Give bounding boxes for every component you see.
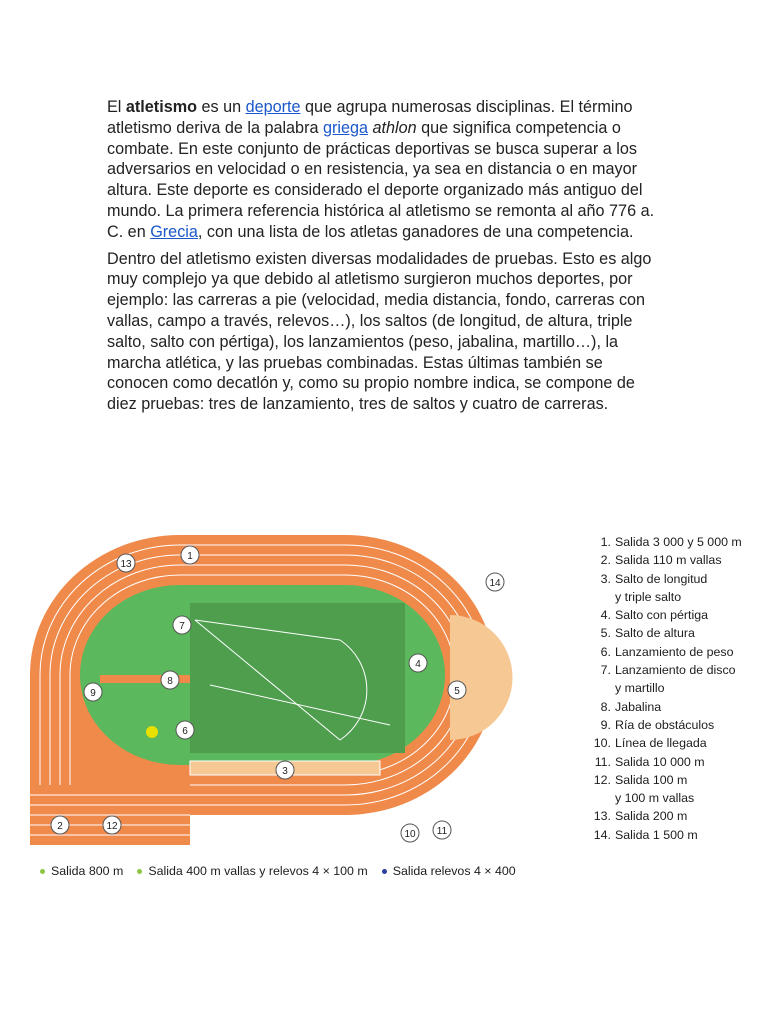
article-text — [107, 97, 667, 421]
marker-number: 12 — [106, 821, 118, 832]
start-legend-item — [40, 864, 123, 878]
legend-item — [583, 551, 742, 569]
link-griega[interactable]: griega — [322, 118, 368, 137]
sand-area — [450, 615, 513, 740]
legend-item — [583, 661, 742, 679]
legend-label: Ría de obstáculos — [615, 717, 715, 732]
legend-item — [583, 679, 742, 697]
inner-field — [190, 603, 405, 753]
legend-item — [583, 753, 742, 771]
legend-number: 3. — [600, 571, 611, 586]
legend-label: Jabalina — [615, 699, 662, 714]
legend-item — [583, 624, 742, 642]
marker-number: 4 — [415, 659, 421, 670]
text-run: , con una lista de los atletas ganadores de una competencia. — [197, 222, 634, 241]
legend-number: 1. — [600, 535, 611, 549]
legend-number: 11. — [594, 754, 611, 769]
dot-icon — [137, 869, 142, 874]
paragraph-1 — [107, 97, 667, 243]
paragraph-2: Dentro del atletismo existen diversas modalidades de pruebas. Esto es algo muy complejo ya que debido al atletismo surgieron muchos deportes, por ejemplo: las carreras a pie (velocidad, media distancia, fondo, carreras con vallas, campo a través, relevos…), los saltos (de longitud, de altura, triple salto, salto con pértiga), los lanzamientos (peso, jabalina, martillo…), la marcha atlética, y las pruebas combinadas. Estas últimas también se conocen como decatlón y, como su propio nombre indica, se compone de diez pruebas: tres de lanzamiento, tres de saltos y cuatro de carreras. — [107, 249, 652, 414]
legend-label: y martillo — [615, 681, 665, 696]
legend-number: 14. — [593, 827, 611, 842]
start-legend-label: Salida 400 m vallas y relevos 4 × 100 m — [148, 864, 368, 878]
italic-term: athlon — [372, 118, 417, 137]
legend-label: Línea de llegada — [615, 736, 707, 751]
marker-number: 5 — [454, 686, 460, 697]
legend-label: y 100 m vallas — [615, 791, 695, 806]
legend-number: 5. — [600, 626, 611, 641]
legend-item — [583, 588, 742, 606]
legend-label: Salida 3 000 y 5 000 m — [615, 535, 742, 549]
link-deporte[interactable]: deporte — [245, 98, 301, 116]
dot-icon — [382, 869, 387, 874]
legend-label: Salida 200 m — [615, 809, 688, 824]
legend-item — [583, 734, 742, 752]
legend-item — [583, 826, 742, 844]
legend-number: 9. — [600, 717, 611, 732]
legend-item — [583, 570, 742, 588]
link-grecia[interactable]: Grecia — [150, 222, 198, 241]
start-legend-item — [382, 864, 516, 878]
legend-number: 10. — [593, 736, 611, 751]
marker-number: 8 — [167, 676, 173, 687]
legend-label: Salto de longitud — [615, 571, 708, 586]
text-run: que significa competencia o combate. En este conjunto de prácticas deportivas se busca superar a los adversarios en velocidad o en resistencia, ya sea en distancia o en mayor altura. Este deporte es considerado el deporte organizado más antiguo del mundo. La primera referencia histórica al atletismo se remonta al año 776 a. C. en — [107, 118, 655, 241]
legend-label: Salida 1 500 m — [615, 827, 698, 842]
legend-label: Lanzamiento de peso — [615, 644, 734, 659]
dot-icon — [40, 869, 45, 874]
start-legend-label: Salida 800 m — [51, 864, 124, 878]
legend-list — [583, 533, 742, 844]
legend-item — [583, 698, 742, 716]
legend-item — [583, 716, 742, 734]
legend-item — [583, 807, 742, 825]
legend-label: Lanzamiento de disco — [615, 663, 736, 678]
legend-number: 7. — [600, 663, 611, 678]
marker-number: 7 — [179, 621, 185, 632]
start-legend-item — [137, 864, 367, 878]
marker-number: 11 — [436, 826, 448, 837]
marker-number: 3 — [282, 766, 288, 777]
legend-label: Salida 110 m vallas — [615, 553, 722, 568]
legend-label: Salto con pértiga — [615, 608, 708, 623]
legend-label: y triple salto — [615, 589, 682, 604]
legend-item — [583, 771, 742, 789]
legend-item — [583, 643, 742, 661]
marker-number: 6 — [182, 726, 188, 737]
legend-number: 4. — [600, 608, 611, 623]
bottom-legend — [40, 864, 530, 878]
legend-number: 2. — [600, 553, 611, 568]
shot-put-circle — [146, 726, 158, 738]
legend-number: 13. — [593, 809, 611, 824]
legend-number: 8. — [600, 699, 611, 714]
legend-item — [583, 606, 742, 624]
marker-number: 9 — [90, 688, 96, 699]
legend-number: 6. — [600, 644, 611, 659]
legend-item — [583, 789, 742, 807]
marker-number: 13 — [120, 559, 132, 570]
marker-number: 10 — [404, 829, 416, 840]
legend-label: Salida 100 m — [615, 772, 688, 787]
marker-number: 1 — [187, 551, 193, 562]
legend-number: 12. — [593, 772, 611, 787]
text-run: que agrupa numerosas disciplinas. El término atletismo deriva de la palabra — [107, 98, 633, 137]
track-figure — [30, 525, 740, 890]
track-diagram — [30, 525, 560, 855]
text-run: es un — [196, 98, 246, 116]
bold-term: atletismo — [125, 98, 197, 116]
marker-number: 2 — [57, 821, 63, 832]
legend-item — [583, 533, 742, 551]
legend-label: Salida 10 000 m — [615, 754, 705, 769]
marker-number: 14 — [489, 578, 501, 589]
legend-label: Salto de altura — [615, 626, 695, 641]
start-legend-label: Salida relevos 4 × 400 — [392, 864, 516, 878]
text-run: El — [107, 98, 126, 116]
